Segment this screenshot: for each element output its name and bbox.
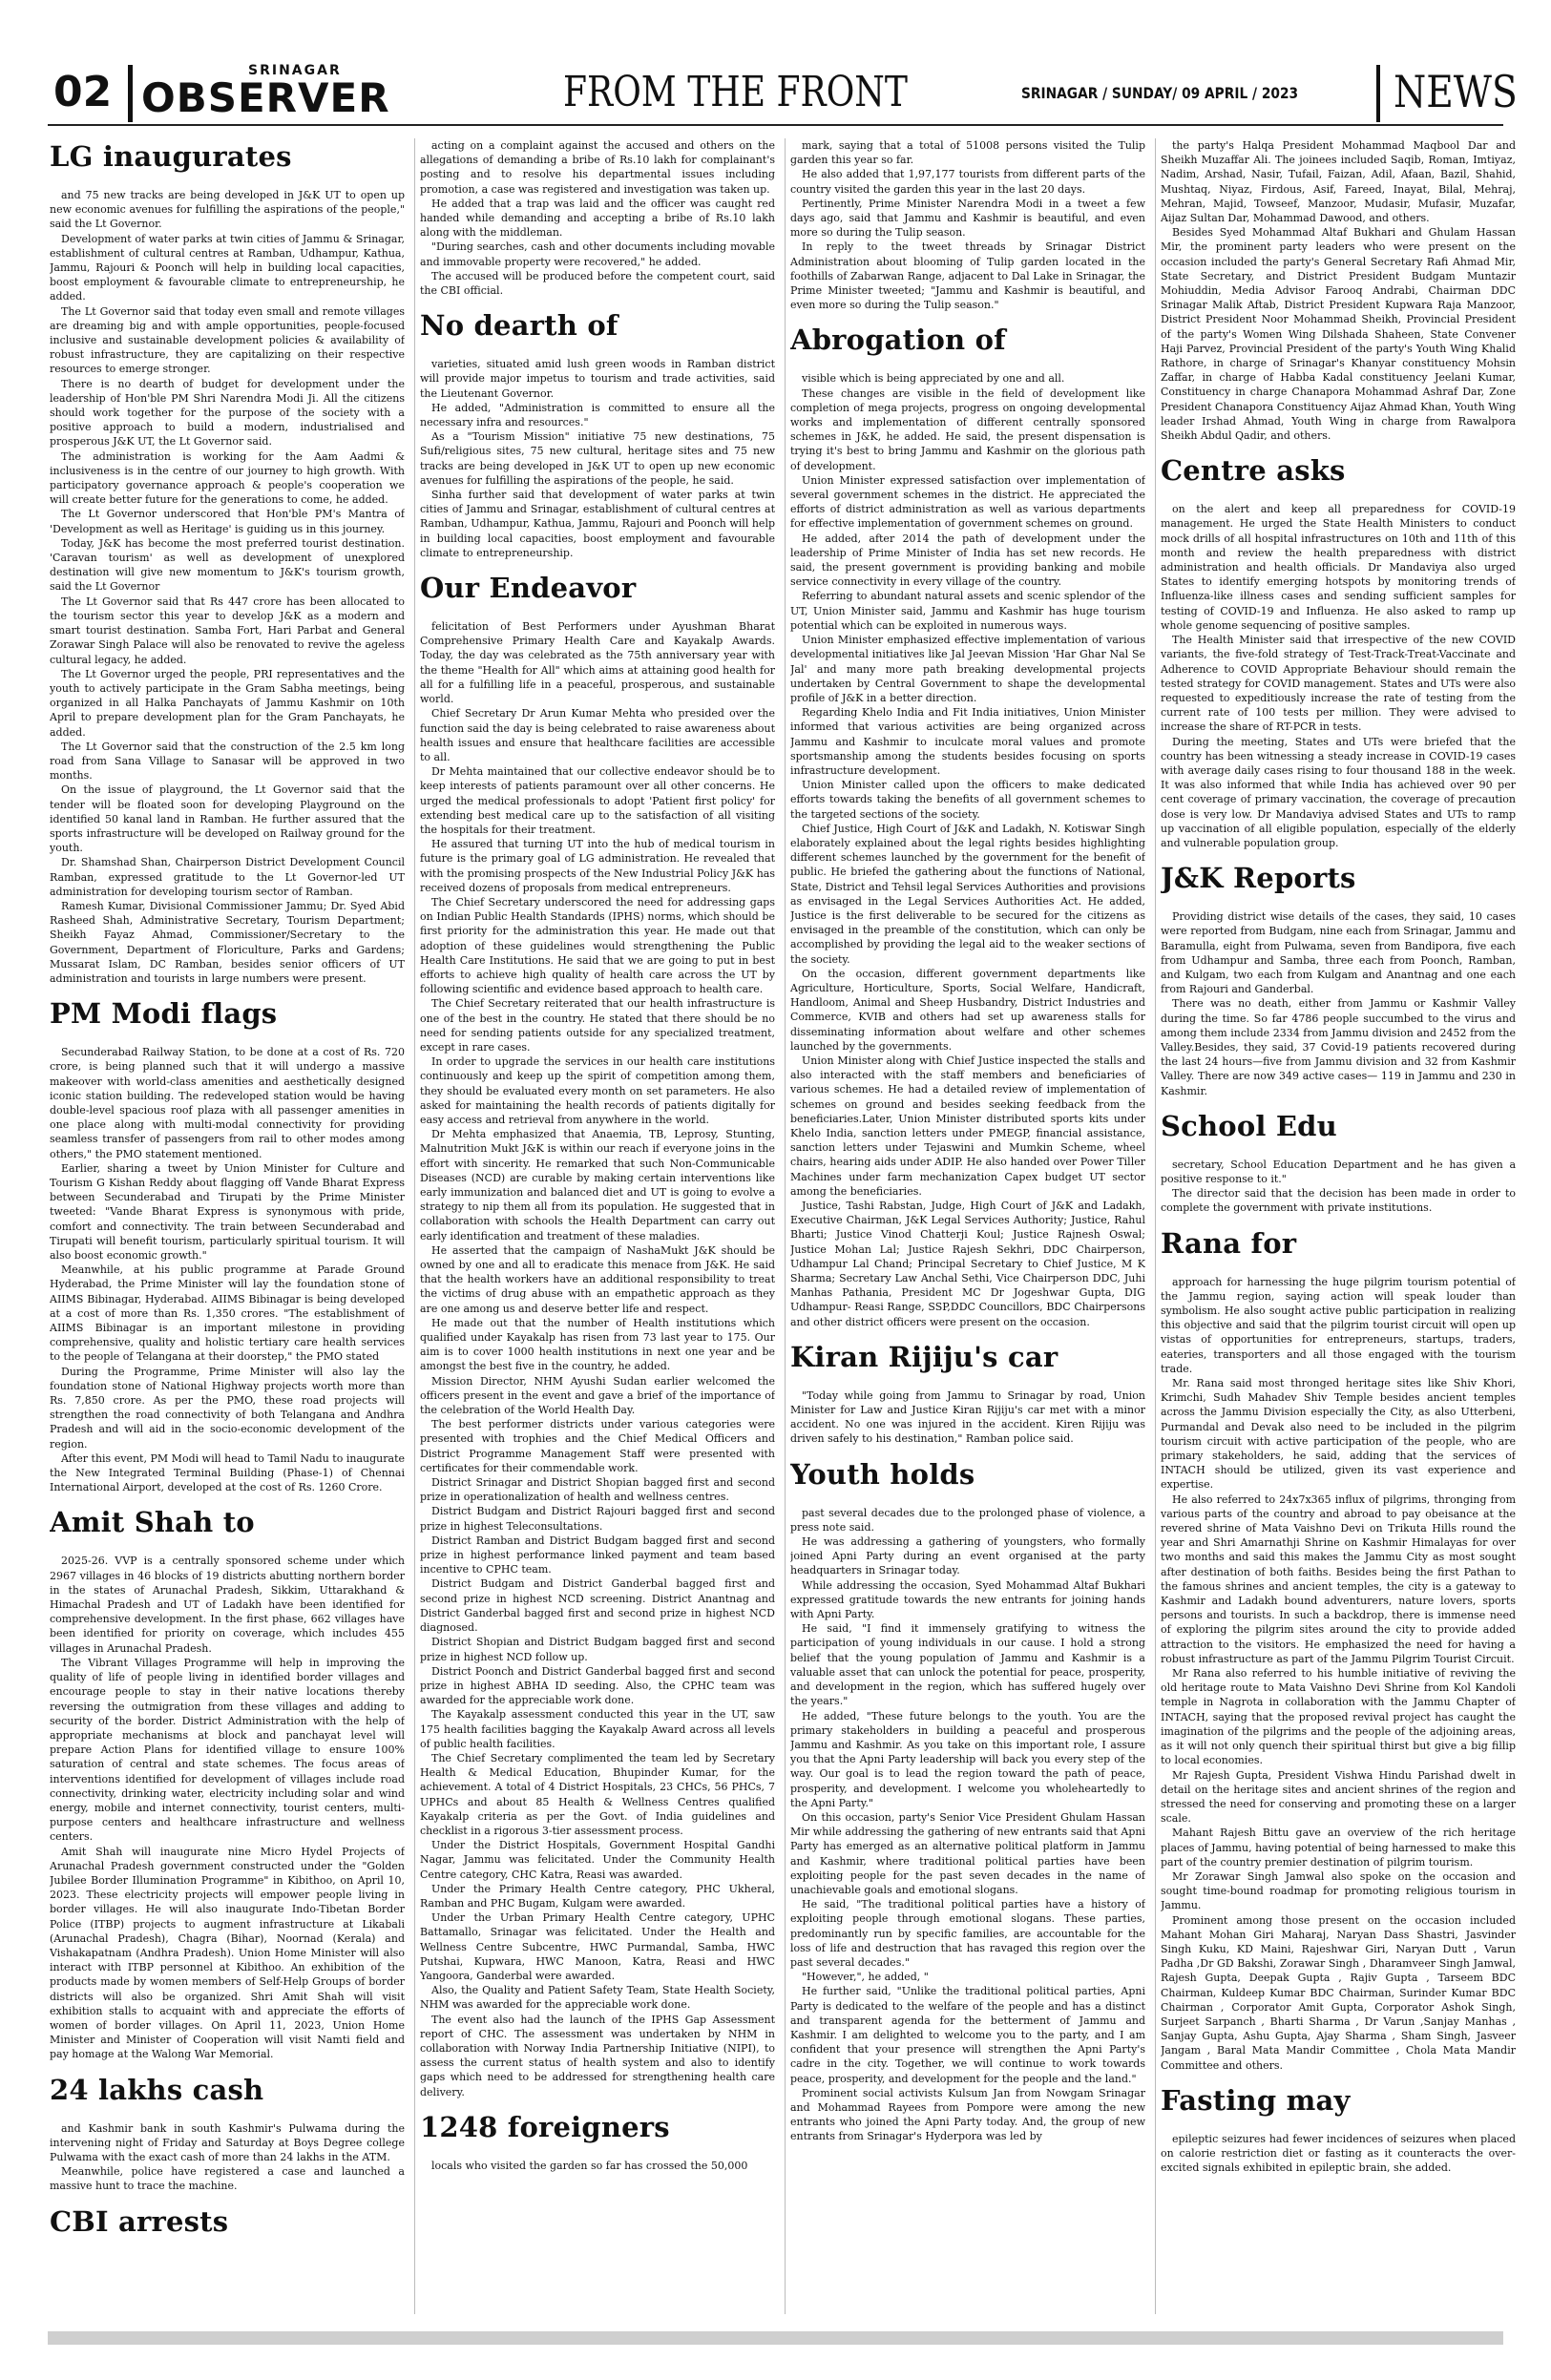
article-paragraph: 2025-26. VVP is a centrally sponsored scheme under which 2967 villages in 46 blocks of 19 districts abutting northern border in the states of Arunachal Pradesh, Sikkim, Uttarakhand & Himachal Pradesh and UT of Ladakh have been identified for comprehensive development. In the first phase, 662 villages have been identified for priority on coverage, which includes 455 villages in Arunachal Pradesh.	[50, 1555, 405, 1655]
article-paragraph: Pertinently, Prime Minister Narendra Modi in a tweet a few days ago, said that Jammu and Kashmir is beautiful, and even more so during the Tulip season.	[790, 197, 1145, 240]
article-paragraph: The Chief Secretary underscored the need for addressing gaps on Indian Public Health Standards (IPHS) norms, which should be first priority for the administration this year. He made out that adoption of these guidelines would strengthening the Public Health Care Institutions. He said that we are going to put in best efforts to achieve high quality of health care across the UT by following scientific and evidence based approach to health care.	[420, 895, 775, 996]
article-paragraph: The director said that the decision has been made in order to complete the government with private institutions.	[1161, 1187, 1516, 1215]
column-3	[790, 138, 1145, 2333]
article-paragraph: He also added that 1,97,177 tourists from different parts of the country visited the garden this year in the last 20 days.	[790, 168, 1145, 196]
article-paragraph: Dr Mehta emphasized that Anaemia, TB, Leprosy, Stunting, Malnutrition Mukt J&K is within our reach if everyone joins in the effort with sincerity. He remarked that such Non-Communicable Diseases (NCD) are curable by making certain interventions like early immunization and balanced diet and UT is going to evolve a strategy to nip them all from its population. He suggested that in collaboration with schools the Health Department can carry out early identification and treatment of these maladies.	[420, 1128, 775, 1242]
article-headline: Kiran Rijiju's car	[790, 1340, 1058, 1373]
article	[1161, 138, 1516, 443]
article-paragraph: Chief Secretary Dr Arun Kumar Mehta who presided over the function said the day is being celebrated to raise awareness about health issues and ensure that healthcare facilities are accessible to all.	[420, 707, 775, 763]
article-paragraph: During the Programme, Prime Minister will also lay the foundation stone of National Highway projects worth more than Rs. 7,850 crore. As per the PMO, these road projects will strengthen the road connectivity of both Telangana and Andhra Pradesh and will aid in the socio-economic development of the region.	[50, 1365, 405, 1451]
article-paragraph: Earlier, sharing a tweet by Union Minister for Culture and Tourism G Kishan Reddy about flagging off Vande Bharat Express between Secunderabad and Tirupati by the Prime Minister tweeted: "Vande Bharat Express is synonymous with pride, comfort and connectivity. The train between Secunderabad and Tirupati will benefit tourism, particularly spiritual tourism. It will also boost economic growth."	[50, 1161, 405, 1263]
article-paragraph: There is no dearth of budget for development under the leadership of Hon'ble PM Shri Narendra Modi Ji. All the citizens should work together for the purpose of the society with a positive approach to build a modern, industrialised and prosperous J&K UT, the Lt Governor said.	[50, 377, 405, 449]
article-paragraph: and 75 new tracks are being developed in J&K UT to open up new economic avenues for fulfilling the aspirations of the people," said the Lt Governor.	[50, 189, 405, 231]
article-paragraph: He said, "I find it immensely gratifying to witness the participation of young individuals in our cause. I hold a strong belief that the young population of Jammu and Kashmir is a valuable asset that can unlock the potential for peace, prosperity, and development in the region, which has suffered hugely over the years."	[790, 1622, 1145, 1708]
article-paragraph: He added, after 2014 the path of development under the leadership of Prime Minister of India has set new records. He said, the present government is providing banking and mobile service connectivity in every village of the country.	[790, 532, 1145, 589]
article-paragraph: Mr. Rana said most thronged heritage sites like Shiv Khori, Krimchi, Sudh Mahadev Shiv Temple besides ancient temples across the Jammu Division especially the City, as also Utterbeni, Purmandal and Devak also need to be included in the pilgrim tourism circuit with active participation of the people, who are primary stakeholders, he said, adding that the services of INTACH should be utilized, given its vast experience and expertise.	[1161, 1377, 1516, 1492]
article-headline: Rana for	[1161, 1226, 1297, 1260]
article-paragraph: The Kayakalp assessment conducted this year in the UT, saw 175 health facilities bagging the Kayakalp Award across all levels of public health facilities.	[420, 1708, 775, 1750]
article-paragraph: Providing district wise details of the cases, they said, 10 cases were reported from Budgam, nine each from Srinagar, Jammu and Baramulla, eight from Pulwama, seven from Bandipora, five each from Udhampur and Samba, three each from Poonch, Ramban, and Kulgam, two each from Kulgam and Anantnag and one each from Rajouri and Ganderbal.	[1161, 910, 1516, 996]
article-paragraph: Regarding Khelo India and Fit India initiatives, Union Minister informed that various activities are being organized across Jammu and Kashmir to inculcate moral values and promote sportsmanship among the students besides focusing on sports infrastructure development.	[790, 706, 1145, 777]
article-paragraph: Ramesh Kumar, Divisional Commissioner Jammu; Dr. Syed Abid Rasheed Shah, Administrative Secretary, Tourism Department; Sheikh Fayaz Ahmad, Commissioner/Secretary to the Government, Department of Floriculture, Parks and Gardens; Mussarat Islam, DC Ramban, besides senior officers of UT administration and tourists in large numbers were present.	[50, 899, 405, 985]
article-paragraph: District Srinagar and District Shopian bagged first and second prize in operationalization of health and wellness centres.	[420, 1476, 775, 1504]
article-paragraph: The Lt Governor urged the people, PRI representatives and the youth to actively participate in the Gram Sabha meetings, being organized in all Halka Panchayats of Jammu Kashmir on 10th April to prepare development plan for the Gram Panchayats, he added.	[50, 667, 405, 739]
article-paragraph: On the occasion, different government departments like Agriculture, Horticulture, Sports, Social Welfare, Handicraft, Handloom, Animal and Sheep Husbandry, District Industries and Commerce, KVIB and others had set up awareness stalls for disseminating information about welfare and other schemes launched by the governments.	[790, 967, 1145, 1053]
article-paragraph: Referring to abundant natural assets and scenic splendor of the UT, Union Minister said, Jammu and Kashmir has huge tourism potential which can be exploited in numerous ways.	[790, 590, 1145, 632]
article	[50, 1504, 405, 2061]
article-paragraph: The Lt Governor underscored that Hon'ble PM's Mantra of 'Development as well as Heritage' is guiding us in this journey.	[50, 508, 405, 535]
article-paragraph: Union Minister expressed satisfaction over implementation of several government schemes in the district. He appreciated the efforts of district administration as well as various departments for effective implementation of government schemes on ground.	[790, 473, 1145, 531]
article-paragraph: The Lt Governor said that the construction of the 2.5 km long road from Sana Village to Sanasar will be approved in two months.	[50, 740, 405, 783]
article-paragraph: locals who visited the garden so far has crossed the 50,000	[431, 2159, 748, 2172]
article-paragraph: These changes are visible in the field of development like completion of mega projects, progress on ongoing developmental works and implementation of different centrally sponsored schemes in J&K, he added. He said, the present dispensation is trying it's best to bring Jammu and Kashmir on the glorious path of development.	[790, 386, 1145, 472]
article-paragraph: varieties, situated amid lush green woods in Ramban district will provide major impetus to tourism and trade activities, said the Lieutenant Governor.	[420, 358, 775, 400]
article-paragraph: mark, saying that a total of 51008 persons visited the Tulip garden this year so far.	[790, 139, 1145, 167]
article-paragraph: Mr Rajesh Gupta, President Vishwa Hindu Parishad dwelt in detail on the heritage sites and ancient shrines of the region and stressed the need for conserving and promoting these on a larger scale.	[1161, 1768, 1516, 1826]
article-paragraph: The Chief Secretary complimented the team led by Secretary Health & Medical Education, Bhupinder Kumar, for the achievement. A total of 4 District Hospitals, 23 CHCs, 56 PHCs, 7 UPHCs and about 85 Health & Wellness Centres qualified Kayakalp criteria as per the Govt. of India guidelines and checklist in a rigorous 3-tier assessment process.	[420, 1751, 775, 1837]
article-paragraph: District Budgam and District Rajouri bagged first and second prize in highest Teleconsultations.	[420, 1505, 775, 1533]
column-rule	[414, 138, 415, 2314]
article-paragraph: and Kashmir bank in south Kashmir's Pulwama during the intervening night of Friday and Saturday at Boys Degree college Pulwama with the exact cash of more than 24 lakhs in the ATM.	[50, 2121, 405, 2163]
article-headline: Centre asks	[1161, 454, 1346, 488]
article	[50, 2072, 405, 2194]
article-paragraph: During the meeting, States and UTs were briefed that the country has been witnessing a steady increase in COVID-19 cases with average daily cases rising to four thousand 188 in the week. It was also informed that while India has achieved over 90 per cent coverage of primary vaccination, the coverage of precaution dose is very low. Dr Mandaviya advised States and UTs to ramp up vaccination of all eligible population, especially of the elderly and vulnerable population group.	[1161, 735, 1516, 849]
article-paragraph: secretary, School Education Department and he has given a positive response to it."	[1161, 1158, 1516, 1185]
article-headline: J&K Reports	[1161, 862, 1356, 895]
article-headline: Youth holds	[790, 1457, 975, 1491]
article-paragraph: District Shopian and District Budgam bagged first and second prize in highest NCD follow up.	[420, 1636, 775, 1663]
article-paragraph: "During searches, cash and other documents including movable and immovable property were recovered," he added.	[420, 240, 775, 268]
article	[1161, 452, 1516, 850]
article-paragraph: Mahant Rajesh Bittu gave an overview of the rich heritage places of Jammu, having potential of being harnessed to make this part of the country premier destination of pilgrim tourism.	[1161, 1827, 1516, 1869]
article	[1161, 860, 1516, 1098]
article-paragraph: He was addressing a gathering of youngsters, who formally joined Apni Party during an event organised at the party headquarters in Srinagar today.	[790, 1535, 1145, 1577]
article-paragraph: He further said, "Unlike the traditional political parties, Apni Party is dedicated to the welfare of the people and has a distinct and transparent agenda for the betterment of Jammu and Kashmir. I am delighted to welcome you to the party, and I am confident that your presence will strengthen the Apni Party's cadre in the city. Together, we will continue to work towards peace, prosperity, and development for the people and the land."	[790, 1985, 1145, 2085]
article	[50, 2203, 405, 2240]
article-paragraph: Dr Mehta maintained that our collective endeavor should be to keep interests of patients paramount over all other concerns. He urged the medical professionals to adopt 'Patient first policy' for extending best medical care up to the satisfaction of all visiting the hospitals for their treatment.	[420, 765, 775, 836]
article-paragraph: After this event, PM Modi will head to Tamil Nadu to inaugurate the New Integrated Terminal Building (Phase-1) of Chennai International Airport, developed at the cost of Rs. 1260 Crore.	[50, 1451, 405, 1494]
article-paragraph: The Lt Governor said that Rs 447 crore has been allocated to the tourism sector this year to develop J&K as a modern and smart tourist destination. Samba Fort, Hari Parbat and General Zorawar Singh Palace will also be renovated to revive the ageless cultural legacy, he added.	[50, 595, 405, 666]
article-paragraph: Prominent among those present on the occasion included Mahant Mohan Giri Maharaj, Naryan Dass Shastri, Jasvinder Singh Kuku, KD Maini, Rajeshwar Giri, Naryan Dutt , Varun Padha ,Dr GD Bakshi, Zorawar Singh , Dharamveer Singh Jamwal, Rajesh Gupta, Deepak Gupta , Rajiv Gupta , Tarseem BDC Chairman, Kuldeep Kumar BDC Chairman, Surinder Kumar BDC Chairman , Corporator Amit Gupta, Corporator Ashok Singh, Surjeet Sarpanch , Bharti Sharma , Dr Varun ,Sanjay Manhas , Sanjay Gupta, Ashu Gupta, Ajay Sharma , Sham Singh, Jasveer Jangam , Baral Mata Mandir Committee , Chola Mata Mandir Committee and others.	[1161, 1913, 1516, 2072]
article-paragraph: Prominent social activists Kulsum Jan from Nowgam Srinagar and Mohammad Rayees from Pompore were among the new entrants who joined the Apni Party today. And, the group of new entrants from Srinagar's Hyderpora was led by	[790, 2086, 1145, 2143]
article-headline: Amit Shah to	[50, 1506, 255, 1539]
article-headline: CBI arrests	[50, 2204, 229, 2238]
article-headline: Our Endeavor	[420, 572, 637, 605]
article	[790, 138, 1145, 312]
article-paragraph: visible which is being appreciated by one and all.	[802, 372, 1065, 386]
article-headline: School Edu	[1161, 1109, 1337, 1142]
article	[420, 2109, 775, 2173]
article-paragraph: acting on a complaint against the accused and others on the allegations of demanding a bribe of Rs.10 lakh for complainant's posting and to resolve his departmental issues including promotion, a case was registered and investigation was taken up.	[420, 139, 775, 196]
article-headline: 24 lakhs cash	[50, 2073, 264, 2106]
article-headline: Abrogation of	[790, 324, 1006, 357]
article-paragraph: The accused will be produced before the competent court, said the CBI official.	[420, 269, 775, 298]
article-paragraph: He made out that the number of Health institutions which qualified under Kayakalp has risen from 73 last year to 175. Our aim is to cover 1000 health institutions in next one year and be amongst the best five in the country, he added.	[420, 1316, 775, 1373]
article-paragraph: In reply to the tweet threads by Srinagar District Administration about blooming of Tulip garden located in the foothills of Zabarwan Range, adjacent to Dal Lake in Srinagar, the Prime Minister tweeted; "Jammu and Kashmir is beautiful, and even more so during the Tulip season."	[790, 240, 1145, 312]
brand-name: OBSERVER	[141, 74, 390, 121]
column-2	[420, 138, 775, 2333]
article-paragraph: Dr. Shamshad Shan, Chairperson District Development Council Ramban, expressed gratitude to the Lt Governor-led UT administration for developing tourism sector of Ramban.	[50, 856, 405, 898]
article	[1161, 1108, 1516, 1216]
article-paragraph: Union Minister called upon the officers to make dedicated efforts towards taking the benefits of all government schemes to the targeted sections of the society.	[790, 779, 1145, 821]
article	[420, 307, 775, 560]
article	[50, 138, 405, 986]
article-headline: No dearth of	[420, 309, 618, 343]
news-label: NEWS	[1394, 66, 1518, 117]
article-paragraph: Justice, Tashi Rabstan, Judge, High Court of J&K and Ladakh, Executive Chairman, J&K Legal Services Authority; Justice, Rahul Bharti; Justice Vinod Chatterji Koul; Justice Rajnesh Oswal; Justice Mohan Lal; Justice Rajesh Sekhri, DDC Chairperson, Udhampur Lal Chand; Principal Secretary to Chief Justice, M K Sharma; Secretary Law Anchal Sethi, Vice Chairperson DDC, Juhi Manhas Pathania, President MC Dr Jogeshwar Gupta, DIG Udhampur- Reasi Range, SSP,DDC Councillors, BDC Chairpersons and other district officers were present on the occasion.	[790, 1200, 1145, 1328]
article-paragraph: While addressing the occasion, Syed Mohammad Altaf Bukhari expressed gratitude towards the new entrants for joining hands with Apni Party.	[790, 1578, 1145, 1621]
article-paragraph: The Chief Secretary reiterated that our health infrastructure is one of the best in the country. He stated that there should be no need for sending patients outside for any specialized treatment, except in rare cases.	[420, 997, 775, 1054]
article-paragraph: He assured that turning UT into the hub of medical tourism in future is the primary goal of LG administration. He revealed that with the promising prospects of the New Industrial Policy J&K has received dozens of proposals from medical entrepreneurs.	[420, 838, 775, 894]
article-paragraph: Mr Zorawar Singh Jamwal also spoke on the occasion and sought time-bound roadmap for promoting religious tourism in Jammu.	[1161, 1869, 1516, 1912]
article-paragraph: As a "Tourism Mission" initiative 75 new destinations, 75 Sufi/religious sites, 75 new cultural, heritage sites and 75 new tracks are being developed in J&K UT to open up new economic avenues for fulfilling the aspirations of the people, he said.	[420, 430, 775, 487]
article-paragraph: Under the District Hospitals, Government Hospital Gandhi Nagar, Jammu was felicitated. Under the Community Health Centre category, CHC Katra, Reasi was awarded.	[420, 1839, 775, 1881]
article-paragraph: Also, the Quality and Patient Safety Team, State Health Society, NHM was awarded for the appreciable work done.	[420, 1984, 775, 2012]
footer-band	[48, 2331, 1503, 2345]
article	[420, 138, 775, 298]
section-title: FROM THE FRONT	[563, 68, 908, 116]
column-4	[1161, 138, 1516, 2333]
article-paragraph: In order to upgrade the services in our health care institutions continuously and keep up the spirit of competition among them, they should be evaluated every month on set parameters. He also asked for maintaining the health records of patients digitally for easy access and retrieval from anywhere in the world.	[420, 1055, 775, 1126]
article-paragraph: Meanwhile, at his public programme at Parade Ground Hyderabad, the Prime Minister will lay the foundation stone of AIIMS Bibinagar, Hyderabad. AIIMS Bibinagar is being developed at a cost of more than Rs. 1,350 crores. "The establishment of AIIMS Bibinagar is an important milestone in providing comprehensive, quality and holistic tertiary care health services to the people of Telangana at their doorstep," the PMO stated	[50, 1263, 405, 1364]
article-paragraph: He said, "The traditional political parties have a history of exploiting people through emotional slogans. These parties, predominantly run by specific families, are accountable for the loss of life and destruction that has ravaged this region over the past several decades."	[790, 1898, 1145, 1969]
article	[50, 995, 405, 1494]
article	[1161, 1225, 1516, 2073]
article	[790, 1339, 1145, 1447]
article-paragraph: Under the Primary Health Centre category, PHC Ukheral, Ramban and PHC Bugam, Kulgam were awarded.	[420, 1882, 775, 1910]
article-paragraph: District Budgam and District Ganderbal bagged first and second prize in highest NCD screening. District Anantnag and District Ganderbal bagged first and second prize in highest NCD diagnosed.	[420, 1577, 775, 1635]
article-paragraph: Union Minister emphasized effective implementation of various developmental initiatives like Jal Jeevan Mission 'Har Ghar Nal Se Jal' and many more path breaking developmental projects undertaken by Central Government to shape the developmental profile of J&K in a better direction.	[790, 634, 1145, 704]
article-paragraph: Chief Justice, High Court of J&K and Ladakh, N. Kotiswar Singh elaborately explained about the legal rights besides highlighting different schemes launched by the government for the benefit of public. He briefed the gathering about the functions of National, State, District and Tehsil legal Services Authorities and provisions as envisaged in the Legal Services Authorities Act. He added, Justice is the first deliverable to be secured for the citizens as envisaged in the preamble of the constitution, which can only be accomplished by providing the legal aid to the weaker sections of the society.	[790, 822, 1145, 966]
masthead-divider-right	[1376, 65, 1380, 122]
article-paragraph: felicitation of Best Performers under Ayushman Bharat Comprehensive Primary Health Care and Kayakalp Awards. Today, the day was celebrated as the 75th anniversary year with the theme "Health for All" which aims at attaining good health for all for a fulfilling life in a peaceful, prosperous, and sustainable world.	[420, 620, 775, 706]
article-paragraph: On the issue of playground, the Lt Governor said that the tender will be floated soon for developing Playground on the identified 50 kanal land in Ramban. He further assured that the sports infrastructure will be developed on Railway ground for the youth.	[50, 783, 405, 855]
dateline: SRINAGAR / SUNDAY/ 09 APRIL / 2023	[1021, 84, 1299, 102]
article-paragraph: District Poonch and District Ganderbal bagged first and second prize in highest ABHA ID seeding. Also, the CPHC team was awarded for the appreciable work done.	[420, 1664, 775, 1707]
article-paragraph: The event also had the launch of the IPHS Gap Assessment report of CHC. The assessment was undertaken by NHM in collaboration with Norway India Partnership Initiative (NIPI), to assess the current status of health system and also to identify gaps which need to be addressed for strengthening health care delivery.	[420, 2013, 775, 2098]
article-paragraph: He also referred to 24x7x365 influx of pilgrims, thronging from various parts of the country and abroad to pay obeisance at the revered shrine of Mata Vaishno Devi on Trikuta Hills round the year and Shri Amarnathji Shrine on Kashmir Himalayas for over two months and said this makes the Jammu City as most sought after destination of both faiths. Besides being the first Pathan to the famous shrines and ancient temples, the city is a gateway to Kashmir and Ladakh bound adventurers, nature lovers, sports persons and tourists. In such a backdrop, there is immense need of exploring the pilgrim sites around the city to provide added attraction to the visitors. He emphasized the need for having a robust infrastructure as part of the Jammu Pilgrim Tourist Circuit.	[1161, 1493, 1516, 1665]
article-paragraph: He added that a trap was laid and the officer was caught red handed while demanding and accepting a bribe of Rs.10 lakh along with the middleman.	[420, 197, 775, 240]
article-paragraph: Mission Director, NHM Ayushi Sudan earlier welcomed the officers present in the event and gave a brief of the importance of the celebration of the World Health Day.	[420, 1374, 775, 1417]
article-headline: 1248 foreigners	[420, 2110, 670, 2143]
page-number: 02	[53, 68, 113, 116]
article-paragraph: On this occasion, party's Senior Vice President Ghulam Hassan Mir while addressing the gathering of new entrants said that Apni Party has emerged as an alternative political platform in Jammu and Kashmir, where traditional political parties have been exploiting people for the past seven decades in the name of unachievable goals and emotional slogans.	[790, 1810, 1145, 1896]
article	[1161, 2082, 1516, 2176]
column-1	[50, 138, 405, 2333]
article-paragraph: past several decades due to the prolonged phase of violence, a press note said.	[790, 1506, 1145, 1534]
article-paragraph: Under the Urban Primary Health Centre category, UPHC Battamallo, Srinagar was felicitated. Under the Health and Wellness Centre Subcentre, HWC Purmandal, Samba, HWC Putshai, Kupwara, HWC Manoon, Katra, Reasi and HWC Yangoora, Ganderbal were awarded.	[420, 1911, 775, 1982]
column-rule	[785, 138, 786, 2314]
article-paragraph: District Ramban and District Budgam bagged first and second prize in highest performance linked payment and team based incentive to CPHC team.	[420, 1534, 775, 1576]
article-headline: Fasting may	[1161, 2083, 1351, 2117]
article-paragraph: Meanwhile, police have registered a case and launched a massive hunt to trace the machine.	[50, 2165, 405, 2193]
article-paragraph: Sinha further said that development of water parks at twin cities of Jammu and Srinagar, establishment of cultural centres at Ramban, Udhampur, Kathua, Jammu, Rajouri and Poonch will help in building local capacities, boost employment and favourable climate to entrepreneurship.	[420, 489, 775, 559]
article-paragraph: Amit Shah will inaugurate nine Micro Hydel Projects of Arunachal Pradesh government constructed under the "Golden Jubilee Border Illumination Programme" in Kibithoo, on April 10, 2023. These electricity projects will empower people living in border villages. He will also inaugurate Indo-Tibetan Border Police (ITBP) projects to augment infrastructure at Likabali (Arunachal Pradesh), Chagra (Bihar), Noornad (Kerala) and Vishakapatnam (Andhra Pradesh). Union Home Minister will also interact with ITBP personnel at Kibithoo. An exhibition of the products made by women members of Self-Help Groups of border districts will also be organized. Shri Amit Shah will visit exhibition stalls to acquaint with and appreciate the efforts of women of border villages. On April 11, 2023, Union Home Minister and Minister of Cooperation will visit Namti field and pay homage at the Walong War Memorial.	[50, 1845, 405, 2061]
article-paragraph: There was no death, either from Jammu or Kashmir Valley during the time. So far 4786 people succumbed to the virus and among them include 2334 from Jammu division and 2452 from the Valley.Besides, they said, 37 Covid-19 patients recovered during the last 24 hours—five from Jammu division and 32 from Kashmir Valley. There are now 349 active cases— 119 in Jammu and 230 in Kashmir.	[1161, 997, 1516, 1097]
column-rule	[1155, 138, 1156, 2314]
article-paragraph: on the alert and keep all preparedness for COVID-19 management. He urged the State Health Ministers to conduct mock drills of all hospital infrastructures on 10th and 11th of this month and review the health preparedness with district administration and health officials. Dr Mandaviya also urged States to identify emerging hotspots by monitoring trends of Influenza-like illness cases and sending sufficient samples for testing of COVID-19 and Influenza. He also asked to ramp up whole genome sequencing of positive samples.	[1161, 503, 1516, 632]
masthead-divider	[128, 65, 133, 122]
article-paragraph: The administration is working for the Aam Aadmi & inclusiveness is in the centre of our journey to high growth. With participatory governance approach & people's cooperation we will create better future for the generations to come, he added.	[50, 449, 405, 507]
article-paragraph: Today, J&K has become the most preferred tourist destination. 'Caravan tourism' as well as development of unexplored destination will give new momentum to J&K's tourism growth, said the Lt Governor	[50, 536, 405, 594]
article-paragraph: Development of water parks at twin cities of Jammu & Srinagar, establishment of cultural centres at Ramban, Udhampur, Kathua, Jammu, Rajouri & Poonch will help in building local capacities, boost employment & favourable climate to entrepreneurship, he added.	[50, 232, 405, 303]
masthead	[48, 59, 1518, 126]
article-paragraph: the party's Halqa President Mohammad Maqbool Dar and Sheikh Muzaffar Ali. The joinees included Saqib, Roman, Imtiyaz, Nadim, Arshad, Nasir, Tufail, Faizan, Adil, Afaan, Bazil, Shahid, Mushtaq, Niyaz, Firdous, Asif, Fareed, Inayat, Bilal, Mehraj, Mehran, Majid, Towseef, Manzoor, Mudasir, Mufasir, Muzafar, Aijaz Sultan Dar, Mohammad Dawood, and others.	[1161, 139, 1516, 225]
article-paragraph: epileptic seizures had fewer incidences of seizures when placed on calorie restriction diet or fasting as it counteracts the over-excited signals exhibited in epileptic brain, she added.	[1161, 2132, 1516, 2175]
article-paragraph: Mr Rana also referred to his humble initiative of reviving the old heritage route to Mata Vaishno Devi Shrine from Kol Kandoli temple in Nagrota in collaboration with the Jammu Chapter of INTACH, saying that the proposed revival project has caught the imagination of the pilgrims and the people of the adjoining areas, as it will not only quench their spiritual thirst but give a big fillip to local economies.	[1161, 1667, 1516, 1767]
article-paragraph: The Health Minister said that irrespective of the new COVID variants, the five-fold strategy of Test-Track-Treat-Vaccinate and Adherence to COVID Appropriate Behaviour should remain the tested strategy for COVID management. States and UTs were also requested to expeditiously increase the rate of testing from the current rate of 100 tests per million. They were advised to increase the share of RT-PCR in tests.	[1161, 634, 1516, 734]
article-paragraph: approach for harnessing the huge pilgrim tourism potential of the Jammu region, saying action will speak louder than symbolism. He also sought active public participation in realizing this objective and said that the pilgrim tourist circuit will open up vistas of opportunities for entrepreneurs, startups, traders, eateries, transporters and all those engaged with the tourism trade.	[1161, 1275, 1516, 1375]
article-paragraph: He asserted that the campaign of NashaMukt J&K should be owned by one and all to eradicate this menace from J&K. He said that the health workers have an additional responsibility to treat the victims of drug abuse with an empathetic approach as they are one among us and deserve better life and respect.	[420, 1243, 775, 1315]
article	[790, 322, 1145, 1328]
article-paragraph: Besides Syed Mohammad Altaf Bukhari and Ghulam Hassan Mir, the prominent party leaders who were present on the occasion included the party's General Secretary Rafi Ahmad Mir, State Secretary, and District President Budgam Muntazir Mohiuddin, Media Advisor Farooq Andrabi, Chairman DDC Srinagar Malik Aftab, District President Kupwara Raja Manzoor, District President Noor Mohammad Sheikh, Provincial President of the party's Women Wing Dilshada Shaheen, State Convener Haji Parvez, Provincial President of the party's Youth Wing Khalid Rathore, in charge of Srinagar's Khanyar constituency Mohsin Zaffar, in charge of Habba Kadal constituency Jeelani Kumar, Constituency in charge Chanapora Mohammad Ashraf Dar, Zone President Chanapora Constituency Aijaz Ahmad Khan, Youth Wing leader Irshad Ahmad, Youth Wing in charge from Rawalpora Sheikh Abdul Qadir, and others.	[1161, 226, 1516, 443]
article-paragraph: The Lt Governor said that today even small and remote villages are dreaming big and with ample opportunities, people-focused inclusive and sustainable development policies & availability of robust infrastructure, they are capitalizing on their respective resources to emerge stronger.	[50, 304, 405, 376]
article-headline: PM Modi flags	[50, 997, 278, 1031]
article-paragraph: The Vibrant Villages Programme will help in improving the quality of life of people living in identified border villages and encourage people to stay in their native locations thereby reversing the outmigration from these villages and adding to security of the border. District Administration with the help of appropriate mechanisms at block and panchayat level will prepare Action Plans for identified village to ensure 100% saturation of central and state schemes. The focus areas of interventions identified for development of villages include road connectivity, drinking water, electricity including solar and wind energy, mobile and internet connectivity, tourist centers, multi-purpose centers and healthcare infrastructure and wellness centers.	[50, 1656, 405, 1844]
article	[420, 570, 775, 2099]
article-paragraph: He added, "These future belongs to the youth. You are the primary stakeholders in building a peaceful and prosperous Jammu and Kashmir. As you take on this important role, I assure you that the Apni Party leadership will back you every step of the way. Our goal is to lead the region toward the path of peace, prosperity, and development. I welcome you wholeheartedly to the Apni Party."	[790, 1709, 1145, 1809]
article	[790, 1456, 1145, 2144]
article-paragraph: Secunderabad Railway Station, to be done at a cost of Rs. 720 crore, is being planned such that it will undergo a massive makeover with world-class amenities and aesthetically designed iconic station building. The redeveloped station would be having double-level spacious roof plaza with all passenger amenities in one place along with multi-modal connectivity for providing seamless transfer of passengers from rail to other modes among others," the PMO statement mentioned.	[50, 1046, 405, 1160]
article-paragraph: "However,", he added, "	[802, 1971, 929, 1984]
article-paragraph: Union Minister along with Chief Justice inspected the stalls and also interacted with the staff members and beneficiaries of various schemes. He had a detailed review of implementation of schemes on ground and besides seeking feedback from the beneficiaries.Later, Union Minister distributed sports kits under Khelo India, sanction letters under PMEGP, financial assistance, sanction letters under Tejaswini and Mumkin Scheme, wheel chairs, hearing aids under ADIP. He also handed over Power Tiller Machines under farm mechanization Capex budget UT sector among the beneficiaries.	[790, 1054, 1145, 1198]
article-paragraph: "Today while going from Jammu to Srinagar by road, Union Minister for Law and Justice Kiran Rijiju's car met with a minor accident. No one was injured in the accident. Kiren Rijiju was driven safely to his destination," Ramban police said.	[790, 1388, 1145, 1446]
article-headline: LG inaugurates	[50, 140, 292, 173]
article-paragraph: He added, "Administration is committed to ensure all the necessary infra and resources."	[420, 401, 775, 429]
brand-city: SRINAGAR	[248, 63, 342, 78]
article-paragraph: The best performer districts under various categories were presented with trophies and the Chief Medical Officers and District Programme Management Staff were presented with certificates for their commendable work.	[420, 1418, 775, 1474]
